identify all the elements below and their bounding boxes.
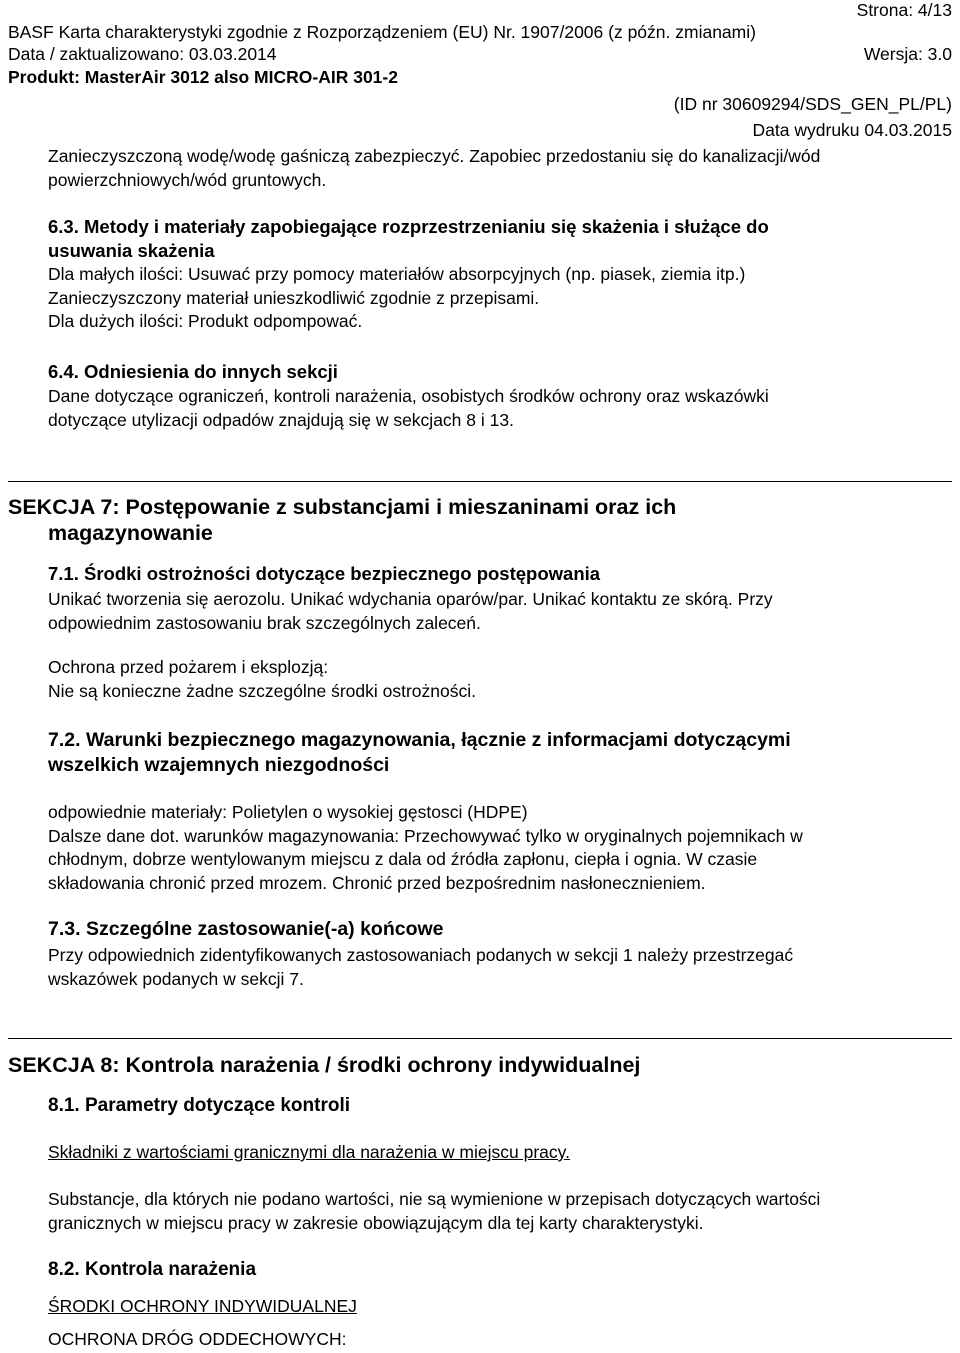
heading-8-1: 8.1. Parametry dotyczące kontroli [48, 1095, 351, 1116]
s6-3-text [48, 263, 948, 334]
section-7-title [8, 494, 676, 546]
heading-line: 7.2. Warunki bezpiecznego magazynowania, łącznie z informacjami dotyczącymi [48, 729, 791, 751]
text-line: odpowiednie materiały: Polietylen o wysokiej gęstosci (HDPE) [48, 802, 528, 822]
section-8-title: SEKCJA 8: Kontrola narażenia / środki ochrony indywidualnej [8, 1053, 641, 1077]
text-line: Dla małych ilości: Usuwać przy pomocy materiałów absorpcyjnych (np. piasek, ziemia itp.) [48, 264, 746, 284]
section-title-line: SEKCJA 7: Postępowanie z substancjami i mieszaninami oraz ich [8, 495, 677, 519]
header-version: Wersja: 3.0 [863, 44, 952, 64]
text-line: OCHRONA DRÓG ODDECHOWYCH: [48, 1329, 347, 1349]
print-date: Data wydruku 04.03.2015 [752, 120, 952, 140]
s7-1-fire [48, 656, 948, 703]
s8-2-respiratory [48, 1328, 948, 1352]
document-id: (ID nr 30609294/SDS_GEN_PL/PL) [673, 94, 952, 114]
text-line: Nie są konieczne żadne szczególne środki ostrożności. [48, 680, 476, 701]
product-name: Produkt: MasterAir 3012 also MICRO-AIR 301-2 [8, 67, 398, 87]
s7-1-text [48, 588, 948, 635]
text-line: Dla dużych ilości: Produkt odpompować. [48, 311, 363, 331]
section-7-divider [8, 481, 952, 482]
section-8-divider [8, 1038, 952, 1039]
s8-1-components [48, 1141, 948, 1165]
header-date-row [8, 44, 952, 65]
header-date: Data / zaktualizowano: 03.03.2014 [8, 44, 277, 64]
text-line: chłodnym, dobrze wentylowanym miejscu z dala od źródła zapłonu, ciepła i ognia. W czasie [48, 849, 758, 869]
heading-7-2 [48, 728, 948, 778]
text-line: Dalsze dane dot. warunków magazynowania: Przechowywać tylko w oryginalnych pojemnikach w [48, 825, 803, 846]
underlined-text: ŚRODKI OCHRONY INDYWIDUALNEJ [48, 1296, 357, 1316]
s6-4-text [48, 385, 948, 432]
text-line: składowania chronić przed mrozem. Chronić przed bezpośrednim nasłonecznieniem. [48, 872, 706, 893]
heading-6-3 [48, 215, 948, 262]
text-line: granicznych w miejscu pracy w zakresie obowiązującym dla tej karty charakterystyki. [48, 1212, 704, 1233]
heading-7-3: 7.3. Szczególne zastosowanie(-a) końcowe [48, 918, 444, 940]
s8-2-ppe [48, 1295, 948, 1319]
text-line: Przy odpowiednich zidentyfikowanych zastosowaniach podanych w sekcji 1 należy przestrzegać [48, 945, 794, 965]
heading-6-4: 6.4. Odniesienia do innych sekcji [48, 361, 338, 382]
heading-line: 6.3. Metody i materiały zapobiegające rozprzestrzenianiu się skażenia i służące do [48, 216, 769, 237]
text-line: Zanieczyszczony materiał unieszkodliwić zgodnie z przepisami. [48, 287, 540, 308]
text-line: powierzchniowych/wód gruntowych. [48, 169, 327, 190]
header-title: BASF Karta charakterystyki zgodnie z Rozporządzeniem (EU) Nr. 1907/2006 (z późn. zmianami) [8, 22, 756, 42]
text-line: Substancje, dla których nie podano wartości, nie są wymienione w przepisach dotyczących wartości [48, 1189, 821, 1209]
text-line: Dane dotyczące ograniczeń, kontroli narażenia, osobistych środków ochrony oraz wskazówki [48, 386, 769, 406]
heading-line: wszelkich wzajemnych niezgodności [48, 754, 390, 776]
s7-2-text [48, 801, 948, 895]
page-number: Strona: 4/13 [856, 0, 952, 20]
heading-8-2: 8.2. Kontrola narażenia [48, 1259, 257, 1280]
s8-1-text [48, 1188, 948, 1235]
heading-7-1: 7.1. Środki ostrożności dotyczące bezpiecznego postępowania [48, 563, 601, 584]
underlined-text: Składniki z wartościami granicznymi dla narażenia w miejscu pracy. [48, 1142, 570, 1162]
text-line: Zanieczyszczoną wodę/wodę gaśniczą zabezpieczyć. Zapobiec przedostaniu się do kanalizacji/wód [48, 146, 821, 166]
s7-3-text [48, 944, 948, 991]
header-product [8, 67, 952, 88]
text-line: dotyczące utylizacji odpadów znajdują się w sekcjach 8 i 13. [48, 409, 514, 430]
text-line: wskazówek podanych w sekcji 7. [48, 968, 304, 989]
section-title-line: magazynowanie [48, 521, 213, 545]
text-line: Ochrona przed pożarem i eksplozją: [48, 657, 329, 677]
s6-paragraph [48, 145, 948, 192]
text-line: Unikać tworzenia się aerozolu. Unikać wdychania oparów/par. Unikać kontaktu ze skórą. Przy [48, 589, 773, 609]
text-line: odpowiednim zastosowaniu brak szczególnych zaleceń. [48, 612, 481, 633]
heading-line: usuwania skażenia [48, 239, 215, 261]
